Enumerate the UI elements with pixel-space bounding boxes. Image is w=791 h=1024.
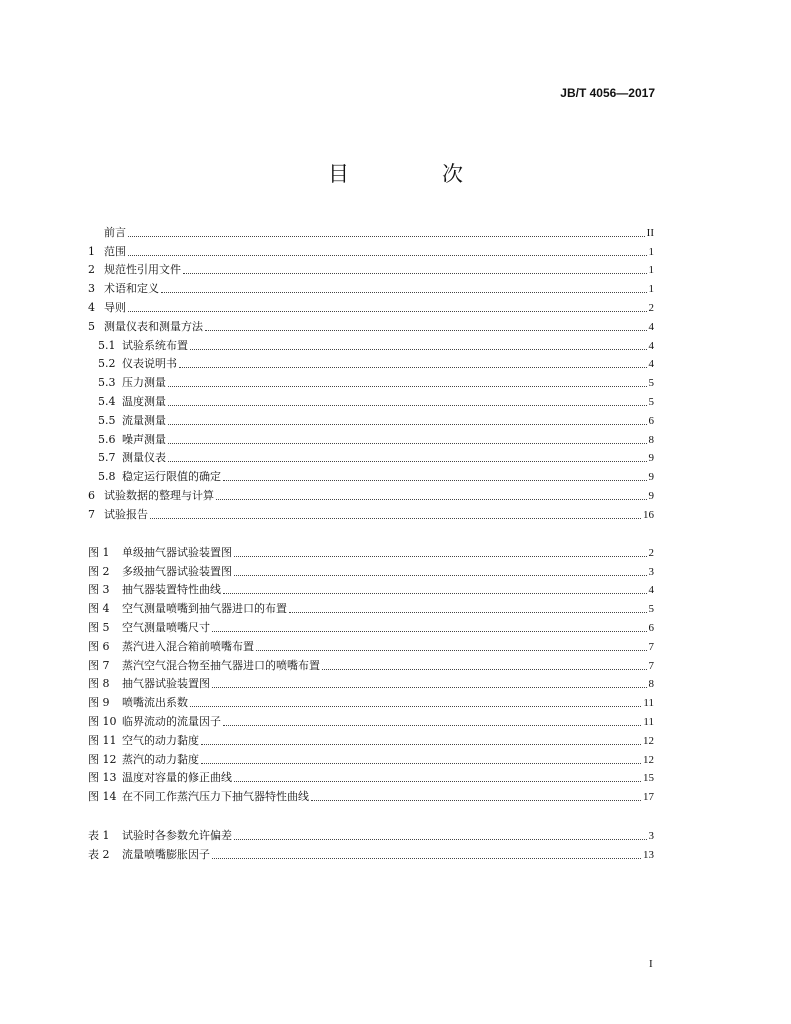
toc-entry[interactable] xyxy=(88,296,654,315)
toc-entry[interactable] xyxy=(88,654,654,673)
toc-entry-number: 5.7 xyxy=(98,451,116,465)
dot-leader xyxy=(212,857,641,859)
toc-entry[interactable] xyxy=(88,785,654,804)
toc-entry[interactable] xyxy=(88,824,654,843)
toc-entry-page: 5 xyxy=(648,395,654,408)
toc-entry-number: 图 10 xyxy=(88,714,117,728)
toc-entry[interactable] xyxy=(88,240,654,259)
toc-entry-number: 表 2 xyxy=(88,847,110,861)
dot-leader xyxy=(168,404,647,406)
toc-entry[interactable] xyxy=(88,447,654,466)
toc-entry-number: 5.1 xyxy=(98,338,116,352)
toc-entry-number: 表 1 xyxy=(88,828,110,842)
toc-entry[interactable] xyxy=(88,315,654,334)
dot-leader xyxy=(223,724,641,726)
toc-entry-number: 图 2 xyxy=(88,564,110,578)
toc-entry-label: 仪表说明书 xyxy=(122,357,177,371)
toc-entry-label: 测量仪表 xyxy=(122,451,166,465)
dot-leader xyxy=(201,762,641,764)
dot-leader xyxy=(322,668,647,670)
toc-entry-page: 4 xyxy=(648,358,654,371)
toc-entry-number: 图 13 xyxy=(88,771,117,785)
toc-entry-label: 规范性引用文件 xyxy=(104,263,181,277)
dot-leader xyxy=(289,611,647,613)
dot-leader xyxy=(311,799,641,801)
toc-entry-page: 1 xyxy=(648,245,654,258)
dot-leader xyxy=(183,272,647,274)
toc-entry-page: 4 xyxy=(648,320,654,333)
toc-entry-page: 7 xyxy=(648,640,654,653)
toc-entry-page: 5 xyxy=(648,377,654,390)
toc-entry-number: 图 14 xyxy=(88,790,117,804)
toc-entry-page: II xyxy=(646,226,654,239)
dot-leader xyxy=(128,235,645,237)
toc-entry-number: 图 7 xyxy=(88,658,110,672)
dot-leader xyxy=(216,498,647,500)
toc-entry-label: 流量测量 xyxy=(122,413,166,427)
toc-entry-page: 4 xyxy=(648,584,654,597)
toc-entry[interactable] xyxy=(88,673,654,692)
toc-entry[interactable] xyxy=(88,428,654,447)
dot-leader xyxy=(190,348,647,350)
toc-entry-page: 8 xyxy=(648,678,654,691)
toc-entry[interactable] xyxy=(88,221,654,240)
toc-entry-label: 单级抽气器试验装置图 xyxy=(122,545,232,559)
toc-entry-number: 图 3 xyxy=(88,583,110,597)
toc-entry-page: 9 xyxy=(648,471,654,484)
toc-entry-page: 7 xyxy=(648,659,654,672)
toc-entry-label: 蒸汽进入混合箱前喷嘴布置 xyxy=(122,639,254,653)
toc-entry-page: 3 xyxy=(648,565,654,578)
dot-leader xyxy=(234,555,647,557)
dot-leader xyxy=(128,254,647,256)
toc-entry[interactable] xyxy=(88,597,654,616)
toc-entry-label: 前言 xyxy=(104,225,126,239)
dot-leader xyxy=(201,743,641,745)
dot-leader xyxy=(234,780,641,782)
toc-entry-number: 5.8 xyxy=(98,470,116,484)
toc-entry-label: 压力测量 xyxy=(122,376,166,390)
toc-entry-label: 温度测量 xyxy=(122,394,166,408)
toc-entry-label: 临界流动的流量因子 xyxy=(122,714,221,728)
toc-entry-number: 6 xyxy=(88,488,95,502)
toc-entry-label: 测量仪表和测量方法 xyxy=(104,319,203,333)
toc-entry[interactable] xyxy=(88,353,654,372)
toc-entry-number: 图 11 xyxy=(88,733,117,747)
dot-leader xyxy=(168,423,647,425)
page-number: I xyxy=(649,958,653,970)
toc-entry-label: 试验数据的整理与计算 xyxy=(104,488,214,502)
toc-entry[interactable] xyxy=(88,729,654,748)
toc-entry-label: 蒸汽的动力黏度 xyxy=(122,752,199,766)
toc-entry-number: 2 xyxy=(88,263,95,277)
page-title: 目 次 xyxy=(328,162,499,186)
dot-leader xyxy=(190,705,641,707)
toc-entry-label: 试验报告 xyxy=(104,507,148,521)
dot-leader xyxy=(256,649,647,651)
toc-entry-page: 1 xyxy=(648,283,654,296)
toc-entry-number: 7 xyxy=(88,507,95,521)
toc-entry-label: 导则 xyxy=(104,300,126,314)
toc-entry-page: 11 xyxy=(643,697,654,710)
dot-leader xyxy=(168,442,647,444)
toc-entry-page: 1 xyxy=(648,264,654,277)
dot-leader xyxy=(205,329,647,331)
toc-entry-number: 4 xyxy=(88,300,95,314)
toc-entry-number: 3 xyxy=(88,282,95,296)
toc-entry[interactable] xyxy=(88,371,654,390)
toc-entry-label: 温度对容量的修正曲线 xyxy=(122,771,232,785)
toc-entry-page: 9 xyxy=(648,452,654,465)
toc-entry-page: 13 xyxy=(643,848,654,861)
toc-entry-page: 9 xyxy=(648,489,654,502)
standard-number: JB/T 4056—2017 xyxy=(560,86,655,100)
toc-entry-number: 5.5 xyxy=(98,413,116,427)
toc-entry-number: 图 9 xyxy=(88,696,110,710)
toc-entry-page: 17 xyxy=(643,791,654,804)
toc-entry-page: 12 xyxy=(643,734,654,747)
toc-entry-label: 范围 xyxy=(104,244,126,258)
dot-leader xyxy=(234,838,647,840)
toc-entry-page: 5 xyxy=(648,603,654,616)
toc-entry[interactable] xyxy=(88,259,654,278)
toc-entry-label: 流量喷嘴膨胀因子 xyxy=(122,847,210,861)
toc-entry-label: 抽气器试验装置图 xyxy=(122,677,210,691)
toc-entry-label: 多级抽气器试验装置图 xyxy=(122,564,232,578)
dot-leader xyxy=(168,385,647,387)
toc-entry[interactable] xyxy=(88,579,654,598)
toc-entry-number: 5.4 xyxy=(98,394,116,408)
toc-entry-label: 空气的动力黏度 xyxy=(122,733,199,747)
toc-entry[interactable] xyxy=(88,484,654,503)
toc-entry-page: 12 xyxy=(643,753,654,766)
toc-sections xyxy=(88,221,654,522)
toc-entry[interactable] xyxy=(88,691,654,710)
toc-entry[interactable] xyxy=(88,616,654,635)
toc-entry-page: 3 xyxy=(648,829,654,842)
toc-entry-page: 6 xyxy=(648,414,654,427)
toc-entry-page: 2 xyxy=(648,301,654,314)
toc-entry-page: 11 xyxy=(643,715,654,728)
toc-entry[interactable] xyxy=(88,541,654,560)
toc-entry-number: 5.2 xyxy=(98,357,116,371)
toc-entry-number: 1 xyxy=(88,244,95,258)
toc-entry-page: 2 xyxy=(648,546,654,559)
toc-entry-label: 蒸汽空气混合物至抽气器进口的喷嘴布置 xyxy=(122,658,320,672)
dot-leader xyxy=(212,630,647,632)
toc-entry-page: 6 xyxy=(648,621,654,634)
toc-entry[interactable] xyxy=(88,843,654,862)
dot-leader xyxy=(223,592,647,594)
dot-leader xyxy=(234,574,647,576)
toc-entry-label: 术语和定义 xyxy=(104,282,159,296)
dot-leader xyxy=(223,479,647,481)
toc-tables xyxy=(88,824,654,862)
toc-entry-label: 试验系统布置 xyxy=(122,338,188,352)
toc-entry[interactable] xyxy=(88,767,654,786)
toc-entry-label: 抽气器装置特性曲线 xyxy=(122,583,221,597)
toc-entry-number: 5 xyxy=(88,319,95,333)
toc-entry-number: 图 8 xyxy=(88,677,110,691)
toc-entry[interactable] xyxy=(88,277,654,296)
dot-leader xyxy=(161,291,647,293)
toc-entry-label: 稳定运行限值的确定 xyxy=(122,470,221,484)
dot-leader xyxy=(150,517,641,519)
toc-entry-label: 在不同工作蒸汽压力下抽气器特性曲线 xyxy=(122,790,309,804)
toc-entry-page: 15 xyxy=(643,772,654,785)
toc-figures xyxy=(88,541,654,804)
toc-entry-page: 16 xyxy=(643,508,654,521)
toc-entry-label: 喷嘴流出系数 xyxy=(122,696,188,710)
toc-entry-number: 图 4 xyxy=(88,602,110,616)
toc-entry-label: 空气测量喷嘴尺寸 xyxy=(122,620,210,634)
toc-entry-number: 图 6 xyxy=(88,639,110,653)
toc-entry-label: 空气测量喷嘴到抽气器进口的布置 xyxy=(122,602,287,616)
toc-entry[interactable] xyxy=(88,503,654,522)
toc-entry-number: 5.3 xyxy=(98,376,116,390)
dot-leader xyxy=(212,686,647,688)
toc-entry[interactable] xyxy=(88,710,654,729)
toc-entry[interactable] xyxy=(88,635,654,654)
toc-entry-label: 试验时各参数允许偏差 xyxy=(122,828,232,842)
toc-entry-number: 5.6 xyxy=(98,432,116,446)
toc-entry-label: 噪声测量 xyxy=(122,432,166,446)
dot-leader xyxy=(179,366,647,368)
toc-entry[interactable] xyxy=(88,748,654,767)
toc-entry[interactable] xyxy=(88,334,654,353)
toc-entry[interactable] xyxy=(88,390,654,409)
dot-leader xyxy=(128,310,647,312)
toc-entry[interactable] xyxy=(88,465,654,484)
toc-entry-number: 图 12 xyxy=(88,752,117,766)
dot-leader xyxy=(168,460,647,462)
toc-entry-page: 4 xyxy=(648,339,654,352)
toc-entry-number: 图 1 xyxy=(88,545,110,559)
toc-entry-number: 图 5 xyxy=(88,620,110,634)
toc-entry-page: 8 xyxy=(648,433,654,446)
toc-entry[interactable] xyxy=(88,560,654,579)
toc-entry[interactable] xyxy=(88,409,654,428)
